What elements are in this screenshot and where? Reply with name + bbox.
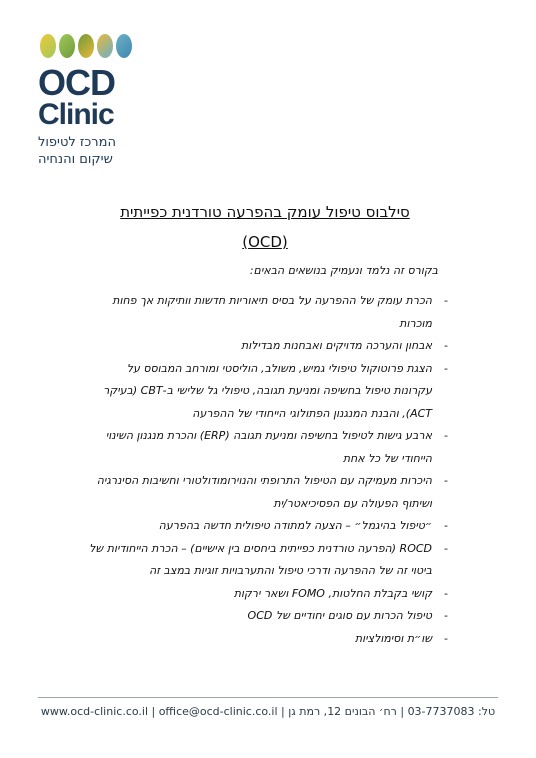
- list-item: - ROCD (הפרעה טורדנית כפייתית ביחסים בין אישיים) – הכרת הייחודיות של ביטוי זה של ההפרעה ודרכי טיפול והתערבויות זוגיות במצב זה: [88, 538, 448, 583]
- document-title-sub: (OCD): [242, 233, 288, 251]
- logo-leaves-icon: [40, 34, 138, 60]
- footer-divider: [38, 697, 498, 698]
- list-item: - הצגת פרוטוקול טיפולי גמיש, משולב, הוליסטי ומורחב המבוסס על עקרונות טיפול בחשיפה ומניעת תגובה, טיפולי גל שלישי ב-CBT (בעיקר ACT), והבנת המנגנון הפתולוגי הייחודי של ההפרעה: [88, 358, 448, 426]
- logo-brand-ocd: OCD: [38, 62, 115, 103]
- list-item: - טיפול הכרות עם סוגים יחודיים של OCD: [88, 605, 448, 628]
- list-item: - היכרות מעמיקה עם הטיפול התרופתי והנוירומודולטורי וחשיבות הסינרגיה ושיתוף הפעולה עם הפסיכיאטר/ית: [88, 470, 448, 515]
- document-title: סילבוס טיפול עומק בהפרעה טורדנית כפייתית: [120, 203, 410, 221]
- logo-tagline-1: המרכז לטיפול: [38, 135, 116, 150]
- list-item: - אבחון והערכה מדויקים ואבחנות מבדילות: [88, 335, 448, 358]
- leaf-icon: [59, 34, 75, 58]
- logo-brand-clinic: Clinic: [38, 98, 114, 131]
- list-item: - ארבע גישות לטיפול בחשיפה ומניעת תגובה (ERP) והכרת מנגנון השינוי הייחודי של כל אחת: [88, 425, 448, 470]
- intro-text: בקורס זה נלמד ונעמיק בנושאים הבאים:: [249, 264, 438, 277]
- leaf-icon: [78, 34, 94, 58]
- list-item: - הכרת עומק של ההפרעה על בסיס תיאוריות חדשות וותיקות אך פחות מוכרות: [88, 290, 448, 335]
- list-item: - קושי בקבלת החלטות, FOMO ושאר ירקות: [88, 583, 448, 606]
- leaf-icon: [97, 34, 113, 58]
- footer-contact: טל: 03-7737083 | רח׳ הבונים 12, רמת גן | www.ocd-clinic.co.il | office@ocd-clinic.co.il: [40, 705, 496, 718]
- topics-list: [88, 290, 448, 650]
- list-item: - ״טיפול בהיגמל״ – הצעה למתודה טיפולית חדשה בהפרעה: [88, 515, 448, 538]
- logo-tagline-2: שיקום והנחיה: [38, 152, 113, 167]
- leaf-icon: [116, 34, 132, 58]
- leaf-icon: [40, 34, 56, 58]
- clinic-logo: [38, 34, 138, 168]
- list-item: - שו״ת וסימולציות: [88, 628, 448, 651]
